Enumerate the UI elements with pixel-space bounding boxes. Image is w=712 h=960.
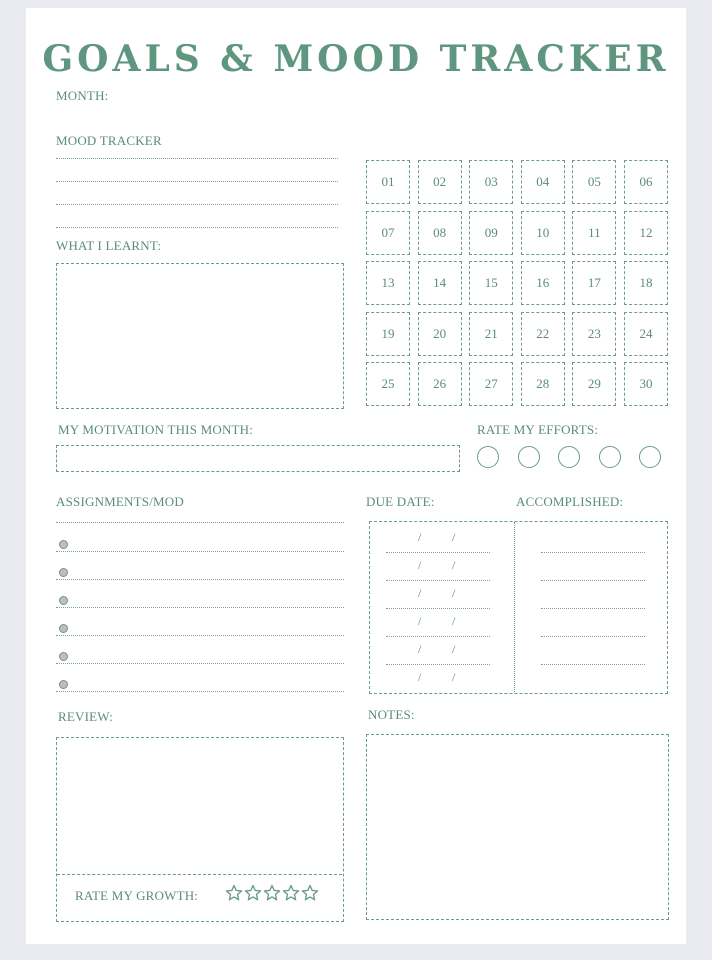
day-cell[interactable]: 10 bbox=[521, 211, 565, 255]
due-date-label: DUE DATE: bbox=[366, 494, 435, 509]
assignment-bullet bbox=[59, 596, 68, 605]
assignments-list bbox=[56, 518, 344, 698]
assignment-bullet bbox=[59, 624, 68, 633]
assignment-line[interactable] bbox=[56, 607, 344, 608]
assignment-bullet bbox=[59, 540, 68, 549]
day-cell[interactable]: 24 bbox=[624, 312, 668, 356]
day-cell[interactable]: 02 bbox=[418, 160, 462, 204]
review-box[interactable] bbox=[56, 737, 344, 922]
day-cell[interactable]: 01 bbox=[366, 160, 410, 204]
day-cell[interactable]: 07 bbox=[366, 211, 410, 255]
day-cell[interactable]: 03 bbox=[469, 160, 513, 204]
what-i-learnt-box[interactable] bbox=[56, 263, 344, 409]
date-separator: / bbox=[418, 614, 422, 628]
assignment-line[interactable] bbox=[56, 691, 344, 692]
effort-circle[interactable] bbox=[639, 446, 661, 468]
accomplished-label: ACCOMPLISHED: bbox=[516, 494, 624, 509]
effort-circle[interactable] bbox=[477, 446, 499, 468]
day-cell[interactable]: 09 bbox=[469, 211, 513, 255]
date-separator: / bbox=[418, 530, 422, 544]
day-cell[interactable]: 18 bbox=[624, 261, 668, 305]
date-separator: / bbox=[418, 586, 422, 600]
planner-page bbox=[26, 8, 686, 944]
date-separator: / bbox=[452, 558, 456, 572]
assignment-bullet bbox=[59, 680, 68, 689]
month-label: MONTH: bbox=[56, 88, 109, 103]
mood-line[interactable] bbox=[56, 181, 338, 182]
star-icon[interactable] bbox=[282, 884, 300, 902]
review-label: REVIEW: bbox=[58, 709, 114, 724]
assignment-line[interactable] bbox=[56, 579, 344, 580]
mood-line[interactable] bbox=[56, 158, 338, 159]
day-cell[interactable]: 23 bbox=[572, 312, 616, 356]
what-i-learnt-label: WHAT I LEARNT: bbox=[56, 238, 162, 253]
assignment-bullet bbox=[59, 652, 68, 661]
day-cell[interactable]: 17 bbox=[572, 261, 616, 305]
accomplished-line[interactable] bbox=[541, 580, 645, 581]
day-cell[interactable]: 20 bbox=[418, 312, 462, 356]
day-cell[interactable]: 28 bbox=[521, 362, 565, 406]
day-cell[interactable]: 14 bbox=[418, 261, 462, 305]
day-cell[interactable]: 22 bbox=[521, 312, 565, 356]
motivation-label: MY MOTIVATION THIS MONTH: bbox=[58, 422, 254, 437]
day-cell[interactable]: 04 bbox=[521, 160, 565, 204]
star-icon[interactable] bbox=[301, 884, 319, 902]
rate-growth-label: RATE MY GROWTH: bbox=[75, 888, 199, 903]
page-title: GOALS & MOOD TRACKER bbox=[42, 38, 670, 80]
accomplished-column bbox=[515, 522, 665, 692]
effort-rating bbox=[477, 446, 667, 470]
due-date-line[interactable] bbox=[386, 608, 490, 609]
assignment-line[interactable] bbox=[56, 551, 344, 552]
date-separator: / bbox=[452, 586, 456, 600]
day-cell[interactable]: 30 bbox=[624, 362, 668, 406]
due-accomplished-box bbox=[369, 521, 668, 694]
assignments-label: ASSIGNMENTS/MOD bbox=[56, 494, 184, 509]
motivation-field[interactable] bbox=[56, 445, 460, 472]
day-cell[interactable]: 13 bbox=[366, 261, 410, 305]
day-cell[interactable]: 08 bbox=[418, 211, 462, 255]
day-cell[interactable]: 05 bbox=[572, 160, 616, 204]
assignment-bullet bbox=[59, 568, 68, 577]
notes-box[interactable] bbox=[366, 734, 669, 920]
assignment-line[interactable] bbox=[56, 663, 344, 664]
date-separator: / bbox=[452, 670, 456, 684]
date-separator: / bbox=[418, 642, 422, 656]
mood-line[interactable] bbox=[56, 227, 338, 228]
star-icon[interactable] bbox=[225, 884, 243, 902]
assignment-line[interactable] bbox=[56, 635, 344, 636]
due-date-line[interactable] bbox=[386, 664, 490, 665]
due-date-line[interactable] bbox=[386, 552, 490, 553]
effort-circle[interactable] bbox=[558, 446, 580, 468]
date-separator: / bbox=[452, 530, 456, 544]
mood-tracker-label: MOOD TRACKER bbox=[56, 133, 162, 148]
date-separator: / bbox=[418, 558, 422, 572]
day-cell[interactable]: 11 bbox=[572, 211, 616, 255]
effort-circle[interactable] bbox=[599, 446, 621, 468]
day-cell[interactable]: 19 bbox=[366, 312, 410, 356]
day-cell[interactable]: 27 bbox=[469, 362, 513, 406]
day-cell[interactable]: 12 bbox=[624, 211, 668, 255]
day-cell[interactable]: 25 bbox=[366, 362, 410, 406]
assignment-line bbox=[56, 522, 344, 523]
day-cell[interactable]: 15 bbox=[469, 261, 513, 305]
notes-label: NOTES: bbox=[368, 707, 415, 722]
day-cell[interactable]: 16 bbox=[521, 261, 565, 305]
date-separator: / bbox=[418, 670, 422, 684]
accomplished-line[interactable] bbox=[541, 636, 645, 637]
due-date-line[interactable] bbox=[386, 636, 490, 637]
accomplished-line[interactable] bbox=[541, 552, 645, 553]
mood-day-grid bbox=[366, 160, 670, 408]
day-cell[interactable]: 26 bbox=[418, 362, 462, 406]
accomplished-line[interactable] bbox=[541, 608, 645, 609]
effort-circle[interactable] bbox=[518, 446, 540, 468]
star-icon[interactable] bbox=[244, 884, 262, 902]
star-icon[interactable] bbox=[263, 884, 281, 902]
due-date-column bbox=[370, 522, 514, 692]
day-cell[interactable]: 06 bbox=[624, 160, 668, 204]
day-cell[interactable]: 29 bbox=[572, 362, 616, 406]
due-date-line[interactable] bbox=[386, 580, 490, 581]
date-separator: / bbox=[452, 642, 456, 656]
review-divider bbox=[57, 874, 342, 875]
day-cell[interactable]: 21 bbox=[469, 312, 513, 356]
accomplished-line[interactable] bbox=[541, 664, 645, 665]
date-separator: / bbox=[452, 614, 456, 628]
mood-line[interactable] bbox=[56, 204, 338, 205]
rate-efforts-label: RATE MY EFFORTS: bbox=[477, 422, 599, 437]
growth-rating bbox=[225, 884, 319, 902]
